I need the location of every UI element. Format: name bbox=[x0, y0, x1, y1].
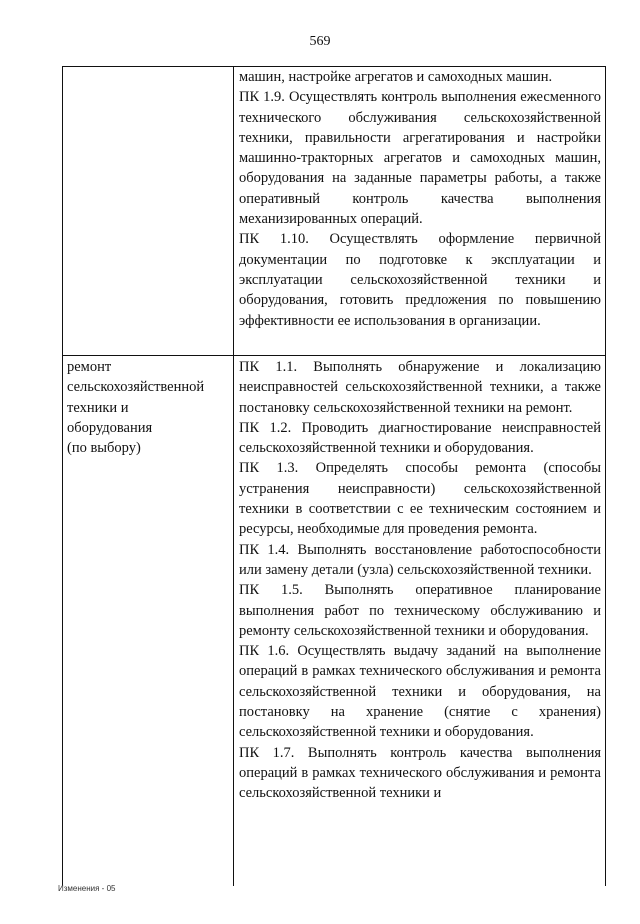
competency-table bbox=[62, 66, 606, 886]
activity-line: ремонт bbox=[67, 359, 112, 375]
activity-line: техники и bbox=[67, 399, 129, 416]
activity-line: (по выбору) bbox=[67, 440, 141, 457]
activity-line: сельскохозяйственной bbox=[67, 379, 205, 396]
row2-activity-type bbox=[67, 357, 229, 458]
page-number: 569 bbox=[309, 34, 331, 49]
row1-competencies bbox=[239, 67, 601, 331]
row-divider bbox=[63, 355, 605, 356]
competency-paragraph: ПК 1.7. Выполнять контроль качества выполнения операций в рамках технического обслуживания и ремонта сельскохозяйственной техники и bbox=[239, 744, 601, 802]
footer-revision: Изменения - 05 bbox=[58, 884, 116, 893]
competency-paragraph: ПК 1.6. Осуществлять выдачу заданий на выполнение операций в рамках технического обслуживания и ремонта сельскохозяйственной техники и оборудования, на постановку на хранение (снятие с хранения) сельскохозяйственной техники и оборудования. bbox=[239, 643, 601, 741]
competency-paragraph: ПК 1.5. Выполнять оперативное планирование выполнения работ по техническому обслуживанию и ремонту сельскохозяйственной техники и оборудования. bbox=[239, 582, 601, 639]
competency-paragraph: машин, настройке агрегатов и самоходных машин. bbox=[239, 69, 553, 85]
competency-paragraph: ПК 1.2. Проводить диагностирование неисправностей сельскохозяйственной техники и оборудования. bbox=[239, 419, 601, 457]
competency-paragraph: ПК 1.9. Осуществлять контроль выполнения ежесменного технического обслуживания сельскохозяйственной техники, правильности агрегатирования и настройки машинно-тракторных агрегатов и самоходных машин, оборудования на заданные параметры работы, а также оперативный контроль качества выполнения механизированных операций. bbox=[239, 89, 601, 228]
competency-paragraph: ПК 1.10. Осуществлять оформление первичной документации по подготовке к эксплуатации и эксплуатации сельскохозяйственной техники и оборудования, готовить предложения по повышению эффективности ее использования в организации. bbox=[239, 231, 601, 329]
competency-paragraph: ПК 1.4. Выполнять восстановление работоспособности или замену детали (узла) сельскохозяйственной техники. bbox=[239, 541, 601, 578]
column-divider bbox=[233, 67, 234, 886]
competency-paragraph: ПК 1.1. Выполнять обнаружение и локализацию неисправностей сельскохозяйственной техники, а также постановку сельскохозяйственной техники на ремонт. bbox=[239, 359, 601, 416]
activity-line: оборудования bbox=[67, 419, 153, 436]
row2-competencies bbox=[239, 357, 601, 804]
competency-paragraph: ПК 1.3. Определять способы ремонта (способы устранения неисправности) сельскохозяйственной техники в соответствии с ее техническим состоянием и ресурсы, необходимые для проведения ремонта. bbox=[239, 460, 601, 538]
